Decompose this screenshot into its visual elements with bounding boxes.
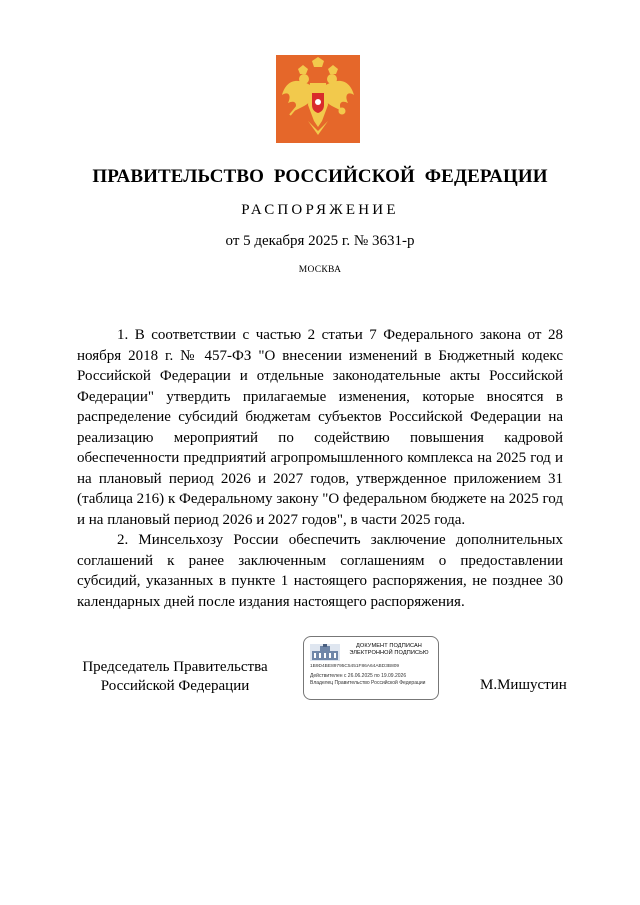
government-building-icon — [310, 644, 340, 661]
government-heading: ПРАВИТЕЛЬСТВО РОССИЙСКОЙ ФЕДЕРАЦИИ — [92, 166, 548, 187]
signatory-position — [75, 658, 275, 696]
document-city: МОСКВА — [298, 265, 342, 275]
position-line-2: Российской Федерации — [100, 678, 250, 694]
certificate-serial: 1B9D4BE89795C5451F86A64ABD3B809 — [310, 664, 400, 669]
document-type: РАСПОРЯЖЕНИЕ — [241, 202, 399, 218]
certificate-owner: Владелец Правительство Российской Федерации — [310, 680, 426, 686]
certificate-validity: Действителен с 26.06.2025 по 19.09.2026 — [310, 673, 407, 679]
double-headed-eagle-icon — [276, 55, 360, 143]
signatory-name: М.Мишустин — [480, 677, 567, 693]
stamp-title-line-2: ЭЛЕКТРОННОЙ ПОДПИСЬЮ — [349, 650, 429, 656]
paragraph-1: 1. В соответствии с частью 2 статьи 7 Федерального закона от 28 ноября 2018 г. № 457-ФЗ "О внесении изменений в Бюджетный кодекс Российской Федерации и отдельные законодательные акты Российской Федерации" утвердить прилагаемые изменения, которые вносятся в распределение субсидий бюджетам субъектов Российской Федерации на реализацию мероприятий по содействию повышения кадровой обеспеченности предприятий агропромышленного комплекса на 2025 год и на плановый период 2026 и 2027 годов, утвержденное приложением 31 (таблица 216) к Федеральному закону "О федеральном бюджете на 2025 год и на плановый период 2026 и 2027 годов", в части 2025 года. — [77, 327, 563, 528]
stamp-title-line-1: ДОКУМЕНТ ПОДПИСАН — [356, 643, 422, 649]
state-emblem-icon — [276, 55, 360, 143]
document-date-number: от 5 декабря 2025 г. № 3631-р — [225, 233, 415, 249]
electronic-signature-stamp — [303, 636, 439, 700]
paragraph-2: 2. Минсельхозу России обеспечить заключение дополнительных соглашений к ранее заключенным соглашениям о предоставлении субсидий, указанных в пункте 1 настоящего распоряжения, не позднее 30 календарных дней после издания настоящего распоряжения. — [77, 532, 563, 610]
stamp-title — [342, 643, 436, 657]
position-line-1: Председатель Правительства — [82, 659, 268, 675]
document-body — [77, 325, 563, 612]
